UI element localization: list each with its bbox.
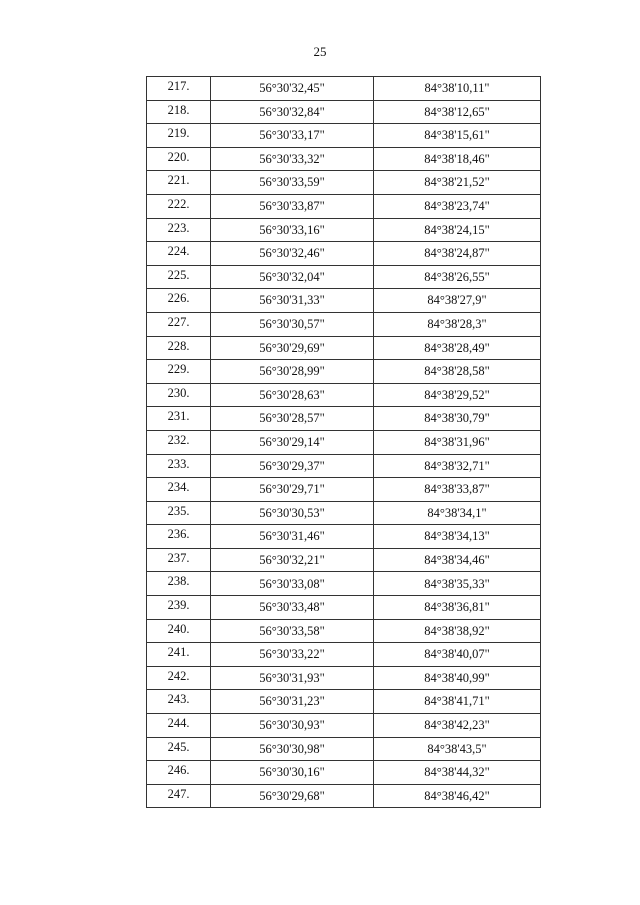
latitude-cell: 56°30'30,93" [211, 714, 374, 738]
latitude-cell: 56°30'31,33" [211, 289, 374, 313]
table-row [147, 383, 541, 407]
longitude-cell: 84°38'28,49" [374, 336, 541, 360]
latitude-cell: 56°30'30,53" [211, 501, 374, 525]
latitude-cell: 56°30'33,59" [211, 171, 374, 195]
latitude-cell: 56°30'29,68" [211, 784, 374, 808]
page-number: 25 [313, 44, 327, 59]
longitude-cell: 84°38'15,61" [374, 124, 541, 148]
point-number-cell: 224. [147, 242, 211, 266]
latitude-cell: 56°30'33,22" [211, 643, 374, 667]
table-row [147, 454, 541, 478]
point-number-cell: 242. [147, 666, 211, 690]
longitude-cell: 84°38'32,71" [374, 454, 541, 478]
point-number-cell: 230. [147, 383, 211, 407]
table-row [147, 336, 541, 360]
longitude-cell: 84°38'34,1" [374, 501, 541, 525]
table-row [147, 784, 541, 808]
table-row [147, 312, 541, 336]
coordinates-table-body [147, 77, 541, 808]
longitude-cell: 84°38'40,07" [374, 643, 541, 667]
longitude-cell: 84°38'33,87" [374, 478, 541, 502]
point-number-cell: 221. [147, 171, 211, 195]
point-number-cell: 229. [147, 360, 211, 384]
longitude-cell: 84°38'28,3" [374, 312, 541, 336]
point-number-cell: 239. [147, 596, 211, 620]
longitude-cell: 84°38'12,65" [374, 100, 541, 124]
longitude-cell: 84°38'34,13" [374, 525, 541, 549]
table-row [147, 501, 541, 525]
latitude-cell: 56°30'28,99" [211, 360, 374, 384]
longitude-cell: 84°38'38,92" [374, 619, 541, 643]
latitude-cell: 56°30'30,57" [211, 312, 374, 336]
point-number-cell: 226. [147, 289, 211, 313]
longitude-cell: 84°38'24,15" [374, 218, 541, 242]
table-row [147, 737, 541, 761]
latitude-cell: 56°30'32,46" [211, 242, 374, 266]
longitude-cell: 84°38'31,96" [374, 430, 541, 454]
latitude-cell: 56°30'32,84" [211, 100, 374, 124]
longitude-cell: 84°38'28,58" [374, 360, 541, 384]
longitude-cell: 84°38'24,87" [374, 242, 541, 266]
latitude-cell: 56°30'33,32" [211, 147, 374, 171]
point-number-cell: 243. [147, 690, 211, 714]
table-row [147, 690, 541, 714]
longitude-cell: 84°38'26,55" [374, 265, 541, 289]
point-number-cell: 247. [147, 784, 211, 808]
latitude-cell: 56°30'33,08" [211, 572, 374, 596]
point-number-cell: 223. [147, 218, 211, 242]
latitude-cell: 56°30'29,69" [211, 336, 374, 360]
latitude-cell: 56°30'33,16" [211, 218, 374, 242]
latitude-cell: 56°30'28,63" [211, 383, 374, 407]
latitude-cell: 56°30'31,93" [211, 666, 374, 690]
longitude-cell: 84°38'21,52" [374, 171, 541, 195]
longitude-cell: 84°38'40,99" [374, 666, 541, 690]
latitude-cell: 56°30'33,87" [211, 194, 374, 218]
table-row [147, 407, 541, 431]
longitude-cell: 84°38'36,81" [374, 596, 541, 620]
point-number-cell: 219. [147, 124, 211, 148]
latitude-cell: 56°30'31,23" [211, 690, 374, 714]
table-row [147, 147, 541, 171]
latitude-cell: 56°30'32,45" [211, 77, 374, 101]
table-row [147, 548, 541, 572]
point-number-cell: 238. [147, 572, 211, 596]
longitude-cell: 84°38'18,46" [374, 147, 541, 171]
point-number-cell: 228. [147, 336, 211, 360]
longitude-cell: 84°38'30,79" [374, 407, 541, 431]
point-number-cell: 222. [147, 194, 211, 218]
point-number-cell: 237. [147, 548, 211, 572]
longitude-cell: 84°38'34,46" [374, 548, 541, 572]
longitude-cell: 84°38'10,11" [374, 77, 541, 101]
point-number-cell: 235. [147, 501, 211, 525]
point-number-cell: 231. [147, 407, 211, 431]
table-row [147, 360, 541, 384]
point-number-cell: 220. [147, 147, 211, 171]
table-row [147, 666, 541, 690]
latitude-cell: 56°30'29,71" [211, 478, 374, 502]
table-row [147, 596, 541, 620]
table-row [147, 77, 541, 101]
table-row [147, 761, 541, 785]
latitude-cell: 56°30'33,17" [211, 124, 374, 148]
latitude-cell: 56°30'29,14" [211, 430, 374, 454]
point-number-cell: 218. [147, 100, 211, 124]
latitude-cell: 56°30'33,58" [211, 619, 374, 643]
point-number-cell: 234. [147, 478, 211, 502]
table-row [147, 194, 541, 218]
latitude-cell: 56°30'28,57" [211, 407, 374, 431]
longitude-cell: 84°38'41,71" [374, 690, 541, 714]
point-number-cell: 244. [147, 714, 211, 738]
latitude-cell: 56°30'32,04" [211, 265, 374, 289]
latitude-cell: 56°30'30,16" [211, 761, 374, 785]
table-row [147, 242, 541, 266]
table-row [147, 265, 541, 289]
longitude-cell: 84°38'46,42" [374, 784, 541, 808]
point-number-cell: 245. [147, 737, 211, 761]
latitude-cell: 56°30'30,98" [211, 737, 374, 761]
longitude-cell: 84°38'42,23" [374, 714, 541, 738]
longitude-cell: 84°38'44,32" [374, 761, 541, 785]
point-number-cell: 236. [147, 525, 211, 549]
table-row [147, 525, 541, 549]
point-number-cell: 241. [147, 643, 211, 667]
table-row [147, 100, 541, 124]
table-row [147, 714, 541, 738]
latitude-cell: 56°30'33,48" [211, 596, 374, 620]
longitude-cell: 84°38'35,33" [374, 572, 541, 596]
table-row [147, 572, 541, 596]
table-row [147, 171, 541, 195]
point-number-cell: 233. [147, 454, 211, 478]
latitude-cell: 56°30'32,21" [211, 548, 374, 572]
longitude-cell: 84°38'29,52" [374, 383, 541, 407]
latitude-cell: 56°30'31,46" [211, 525, 374, 549]
table-row [147, 643, 541, 667]
table-row [147, 478, 541, 502]
longitude-cell: 84°38'23,74" [374, 194, 541, 218]
table-row [147, 218, 541, 242]
coordinates-table [146, 76, 541, 808]
table-row [147, 289, 541, 313]
table-row [147, 430, 541, 454]
longitude-cell: 84°38'27,9" [374, 289, 541, 313]
point-number-cell: 217. [147, 77, 211, 101]
table-row [147, 619, 541, 643]
latitude-cell: 56°30'29,37" [211, 454, 374, 478]
point-number-cell: 227. [147, 312, 211, 336]
table-row [147, 124, 541, 148]
point-number-cell: 246. [147, 761, 211, 785]
point-number-cell: 240. [147, 619, 211, 643]
point-number-cell: 225. [147, 265, 211, 289]
longitude-cell: 84°38'43,5" [374, 737, 541, 761]
point-number-cell: 232. [147, 430, 211, 454]
